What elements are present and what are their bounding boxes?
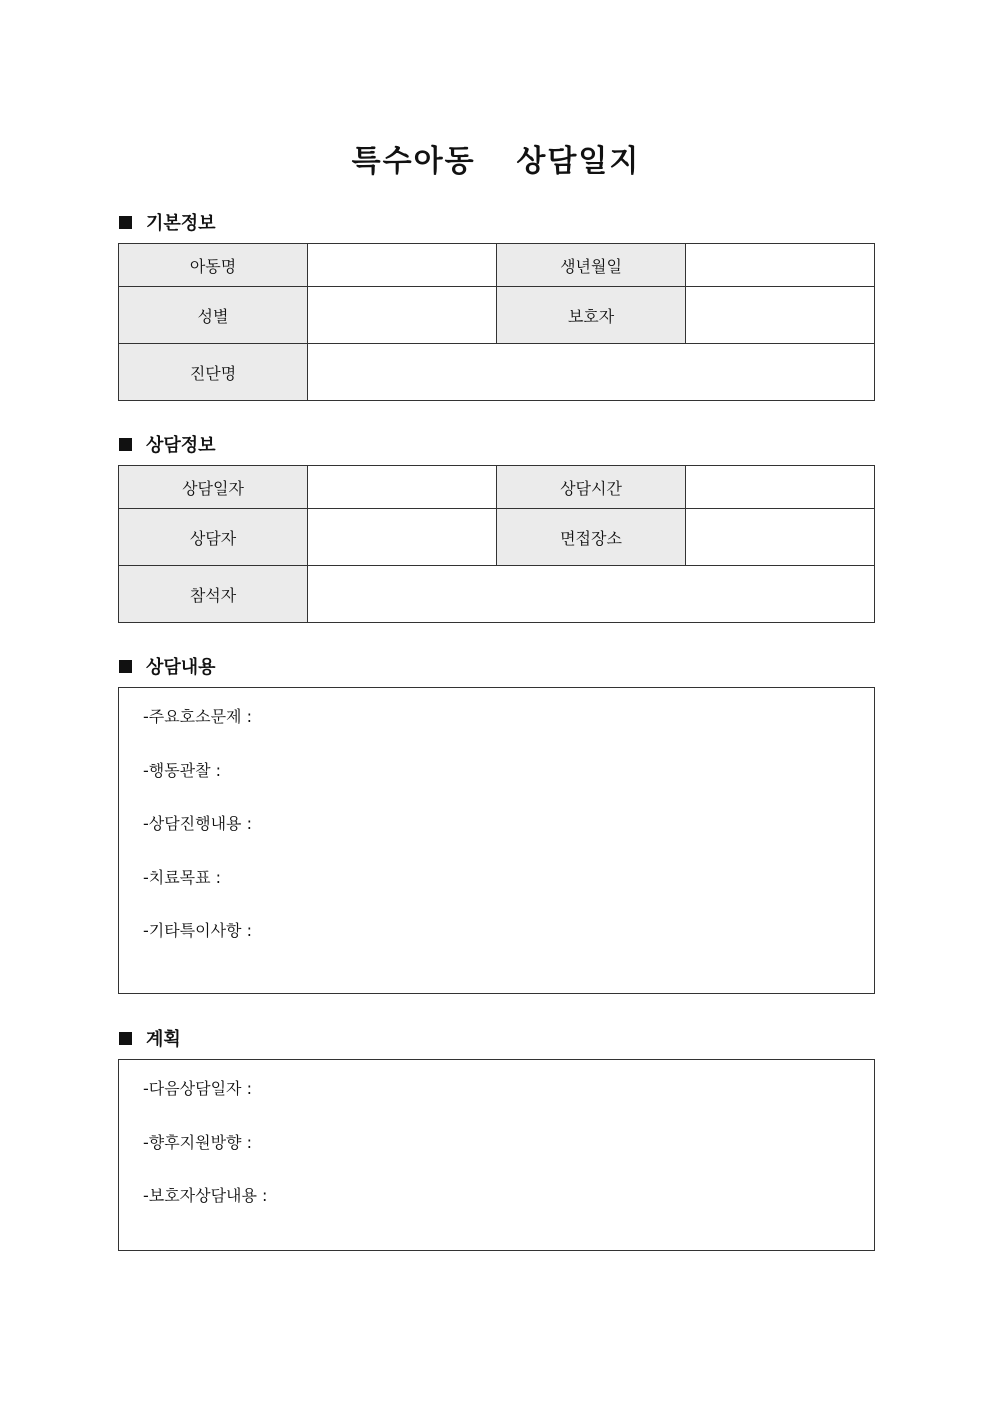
counsel-time-label: 상담시간 (497, 466, 686, 509)
section-basic-heading (119, 210, 216, 234)
page-title: 특수아동 상담일지 (351, 144, 641, 179)
birth-label: 생년월일 (497, 244, 686, 287)
plan-box[interactable] (118, 1059, 875, 1251)
square-bullet-icon (119, 660, 132, 673)
section-plan-heading (119, 1026, 181, 1050)
gender-field[interactable] (308, 287, 497, 344)
counselor-field[interactable] (308, 509, 497, 566)
attendees-label: 참석자 (119, 566, 308, 623)
basic-info-table (118, 243, 875, 401)
section-content-heading (119, 654, 216, 678)
content-item-treatment-goal: -치료목표 : (143, 867, 222, 887)
counselor-label: 상담자 (119, 509, 308, 566)
section-counsel-title: 상담정보 (146, 435, 216, 456)
square-bullet-icon (119, 216, 132, 229)
square-bullet-icon (119, 1032, 132, 1045)
guardian-field[interactable] (686, 287, 875, 344)
section-counsel-heading (119, 432, 216, 456)
plan-item-next-date: -다음상담일자 : (143, 1079, 252, 1098)
place-label: 면접장소 (497, 509, 686, 566)
plan-item-guardian-counsel: -보호자상담내용 : (143, 1186, 268, 1205)
diagnosis-field[interactable] (308, 344, 875, 401)
place-field[interactable] (686, 509, 875, 566)
content-box[interactable] (118, 687, 875, 994)
section-basic-title: 기본정보 (146, 213, 216, 234)
counsel-info-table (118, 465, 875, 623)
child-name-field[interactable] (308, 244, 497, 287)
content-item-other-notes: -기타특이사항 : (143, 921, 252, 940)
plan-item-support-direction: -향후지원방향 : (143, 1132, 252, 1152)
counsel-time-field[interactable] (686, 466, 875, 509)
section-content-title: 상담내용 (146, 657, 216, 678)
content-item-main-complaint: -주요호소문제 : (143, 707, 252, 726)
content-item-behavior-observation: -행동관찰 : (143, 760, 222, 780)
attendees-field[interactable] (308, 566, 875, 623)
section-plan-title: 계획 (146, 1029, 181, 1050)
child-name-label: 아동명 (119, 244, 308, 287)
content-item-progress: -상담진행내용 : (143, 814, 252, 833)
birth-field[interactable] (686, 244, 875, 287)
guardian-label: 보호자 (497, 287, 686, 344)
counsel-date-field[interactable] (308, 466, 497, 509)
diagnosis-label: 진단명 (119, 344, 308, 401)
gender-label: 성별 (119, 287, 308, 344)
square-bullet-icon (119, 438, 132, 451)
counsel-date-label: 상담일자 (119, 466, 308, 509)
